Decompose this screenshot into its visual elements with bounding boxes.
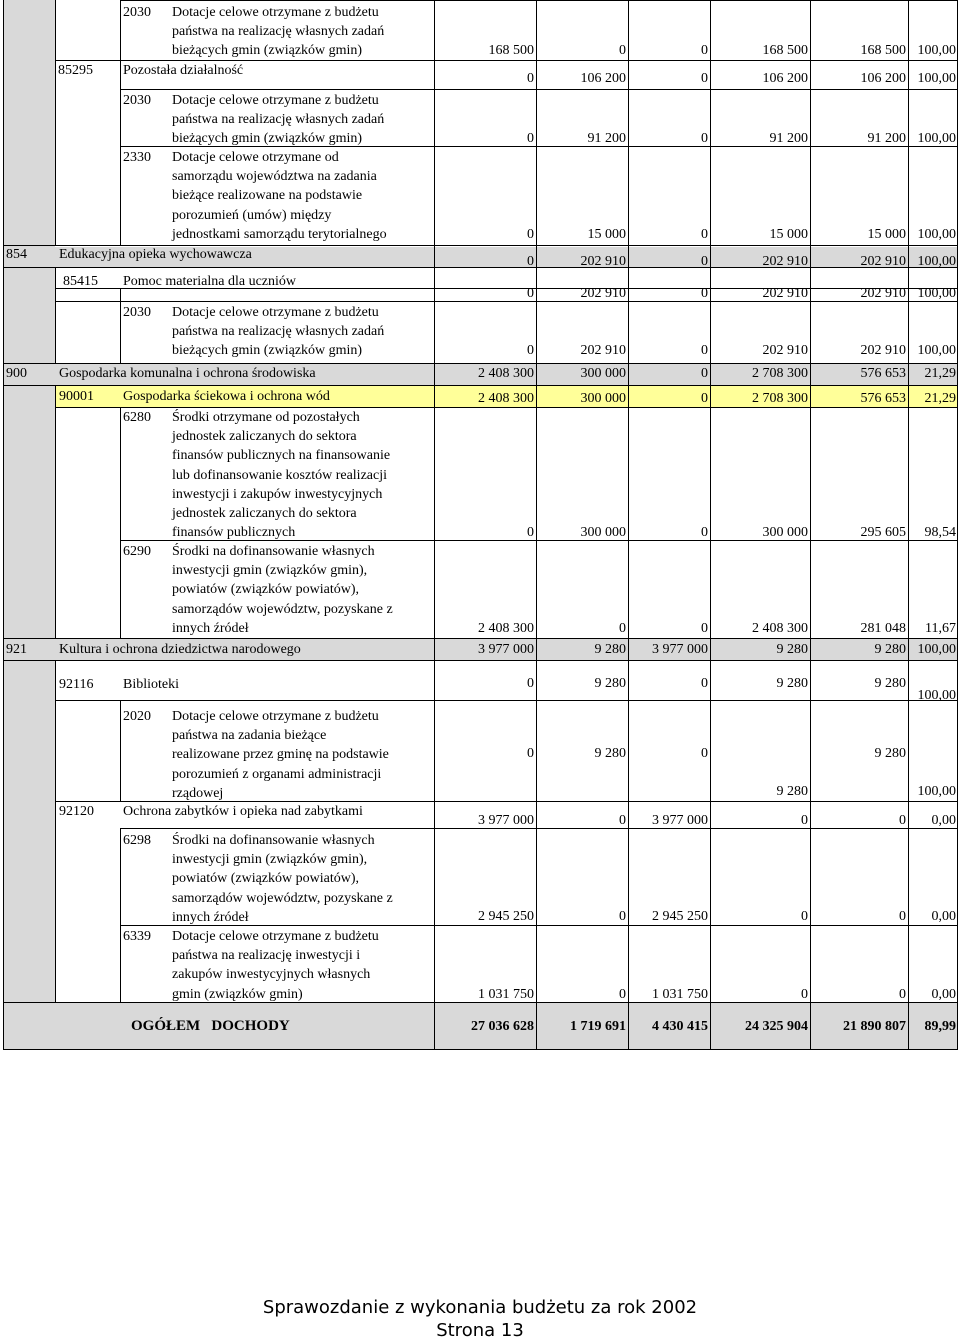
grid-line xyxy=(55,385,56,639)
cell-v1: 0 xyxy=(527,525,534,540)
cell-v3: 0 xyxy=(701,391,708,406)
cell-v3: 0 xyxy=(701,366,708,381)
cell-v4: 0 xyxy=(801,987,808,1002)
row-description-line: bieżące realizowane na podstawie xyxy=(172,188,363,204)
row-code: 2330 xyxy=(123,150,151,165)
cell-v6: 0,00 xyxy=(931,909,956,924)
cell-v1: 0 xyxy=(527,286,534,301)
cell-v6: 100,00 xyxy=(917,131,956,146)
row-description: Pozostała działalność xyxy=(123,63,244,78)
row-description-line: państwa na zadania bieżące xyxy=(172,728,327,744)
footer-page-number: Strona 13 xyxy=(436,1320,524,1341)
cell-v2: 0 xyxy=(619,987,626,1002)
row-description-line: realizowane przez gminę na podstawie xyxy=(172,747,389,763)
grid-line xyxy=(3,0,4,1050)
cell-v6: 100,00 xyxy=(917,784,956,799)
cell-v4: 202 910 xyxy=(762,286,808,301)
grid-line xyxy=(120,0,121,60)
cell-v5: 9 280 xyxy=(874,746,906,761)
total-v5: 21 890 807 xyxy=(843,1019,906,1034)
row-code: 2030 xyxy=(123,5,151,20)
cell-v2: 300 000 xyxy=(580,391,626,406)
cell-v5: 106 200 xyxy=(860,71,906,86)
cell-v2: 91 200 xyxy=(587,131,626,146)
cell-v4: 300 000 xyxy=(762,525,808,540)
cell-v2: 106 200 xyxy=(580,71,626,86)
cell-v1: 3 977 000 xyxy=(478,813,534,828)
row-code: 900 xyxy=(6,366,27,381)
cell-v5: 9 280 xyxy=(874,642,906,657)
cell-v6: 100,00 xyxy=(917,642,956,657)
row-description-line: bieżących gmin (związków gmin) xyxy=(172,131,363,147)
cell-v2: 0 xyxy=(619,909,626,924)
cell-v3: 1 031 750 xyxy=(652,987,708,1002)
row-description: Gospodarka ściekowa i ochrona wód xyxy=(123,389,330,404)
row-description-line: samorządów województw, pozyskane z xyxy=(172,601,393,617)
grid-line xyxy=(55,267,56,364)
cell-v2: 9 280 xyxy=(594,642,626,657)
grid-line xyxy=(120,700,121,802)
cell-v4: 2 708 300 xyxy=(752,366,808,381)
cell-v3: 0 xyxy=(701,676,708,691)
cell-v3: 0 xyxy=(701,343,708,358)
cell-v1: 2 408 300 xyxy=(478,366,534,381)
total-v4: 24 325 904 xyxy=(745,1019,808,1034)
row-description-line: samorządu województwa na zadania xyxy=(172,169,377,185)
row-description-line: powiatów (związków powiatów), xyxy=(172,582,360,598)
row-description-line: bieżących gmin (związków gmin) xyxy=(172,43,363,59)
cell-v4: 0 xyxy=(801,909,808,924)
row-description-line: innych źródeł xyxy=(172,620,249,636)
cell-v4: 202 910 xyxy=(762,254,808,269)
row-description-line: inwestycji gmin (związków gmin), xyxy=(172,852,368,868)
cell-v5: 168 500 xyxy=(860,43,906,58)
cell-v1: 3 977 000 xyxy=(478,642,534,657)
cell-v4: 9 280 xyxy=(776,642,808,657)
cell-v4: 9 280 xyxy=(776,676,808,691)
cell-v5: 202 910 xyxy=(860,286,906,301)
cell-v1: 0 xyxy=(527,227,534,242)
cell-v4: 15 000 xyxy=(769,227,808,242)
total-v6: 89,99 xyxy=(924,1019,956,1034)
row-code: 92120 xyxy=(59,804,94,819)
row-description-line: lub dofinansowanie kosztów realizacji xyxy=(172,467,387,483)
grid-line xyxy=(120,407,121,639)
row-code: 85415 xyxy=(63,274,98,289)
cell-v5: 9 280 xyxy=(874,676,906,691)
row-code: 6298 xyxy=(123,833,151,848)
cell-v2: 9 280 xyxy=(594,676,626,691)
cell-v6: 100,00 xyxy=(917,43,956,58)
row-description-line: Środki na dofinansowanie własnych xyxy=(172,544,375,559)
cell-v1: 0 xyxy=(527,343,534,358)
row-description-line: Środki otrzymane od pozostałych xyxy=(172,410,360,425)
cell-v6: 100,00 xyxy=(917,254,956,269)
grid-line xyxy=(120,828,121,1002)
cell-v3: 3 977 000 xyxy=(652,813,708,828)
cell-v3: 0 xyxy=(701,746,708,761)
cell-v4: 2 708 300 xyxy=(752,391,808,406)
row-description-line: finansów publicznych xyxy=(172,525,296,541)
left-margin-shade xyxy=(3,0,55,247)
row-description-line: powiatów (związków powiatów), xyxy=(172,871,360,887)
grid-line xyxy=(120,0,957,1)
cell-v6: 98,54 xyxy=(924,525,956,540)
cell-v6: 100,00 xyxy=(917,71,956,86)
row-code: 85295 xyxy=(58,63,93,78)
grid-line xyxy=(120,288,121,364)
footer-report-title: Sprawozdanie z wykonania budżetu za rok 2002 xyxy=(262,1297,698,1318)
cell-v3: 0 xyxy=(701,621,708,636)
row-description-line: innych źródeł xyxy=(172,909,249,925)
cell-v2: 300 000 xyxy=(580,366,626,381)
left-margin-shade xyxy=(3,267,55,364)
left-margin-shade xyxy=(3,661,55,1002)
cell-v2: 202 910 xyxy=(580,254,626,269)
total-v2: 1 719 691 xyxy=(570,1019,626,1034)
row-description-line: inwestycji i zakupów inwestycyjnych xyxy=(172,486,383,502)
cell-v5: 576 653 xyxy=(860,366,906,381)
cell-v2: 0 xyxy=(619,813,626,828)
grid-line xyxy=(3,385,957,386)
row-description-line: państwa na realizację własnych zadań xyxy=(172,324,385,340)
cell-v2: 9 280 xyxy=(594,746,626,761)
cell-v1: 0 xyxy=(527,746,534,761)
cell-v3: 0 xyxy=(701,43,708,58)
cell-v4: 2 408 300 xyxy=(752,621,808,636)
total-v3: 4 430 415 xyxy=(652,1019,708,1034)
row-code: 854 xyxy=(6,247,27,262)
row-description-line: finansów publicznych na finansowanie xyxy=(172,448,391,464)
left-margin-shade xyxy=(3,385,55,639)
row-description-line: gmin (związków gmin) xyxy=(172,986,303,1002)
cell-v4: 168 500 xyxy=(762,43,808,58)
cell-v5: 0 xyxy=(899,813,906,828)
grid-line xyxy=(120,60,121,245)
cell-v5: 202 910 xyxy=(860,343,906,358)
cell-v5: 0 xyxy=(899,987,906,1002)
cell-v1: 1 031 750 xyxy=(478,987,534,1002)
row-description: Ochrona zabytków i opieka nad zabytkami xyxy=(123,804,363,819)
cell-v1: 2 408 300 xyxy=(478,391,534,406)
row-code: 2030 xyxy=(123,93,151,108)
row-description-line: państwa na realizację inwestycji i xyxy=(172,948,361,964)
cell-v5: 91 200 xyxy=(867,131,906,146)
cell-v6: 0,00 xyxy=(931,987,956,1002)
grid-line xyxy=(55,0,56,245)
row-description-line: bieżących gmin (związków gmin) xyxy=(172,343,363,359)
row-description: Kultura i ochrona dziedzictwa narodowego xyxy=(59,642,301,657)
cell-v5: 202 910 xyxy=(860,254,906,269)
cell-v6: 100,00 xyxy=(917,343,956,358)
row-description-line: państwa na realizację własnych zadań xyxy=(172,112,385,128)
row-description-line: Dotacje celowe otrzymane od xyxy=(172,150,339,165)
grid-line xyxy=(55,700,957,701)
row-description-line: porozumień z organami administracji xyxy=(172,766,382,782)
cell-v1: 2 408 300 xyxy=(478,621,534,636)
cell-v4: 106 200 xyxy=(762,71,808,86)
row-description-line: Dotacje celowe otrzymane z budżetu xyxy=(172,93,379,108)
cell-v4: 202 910 xyxy=(762,343,808,358)
grid-line xyxy=(120,89,957,90)
grid-line xyxy=(3,660,957,661)
row-description: Gospodarka komunalna i ochrona środowiska xyxy=(59,366,316,381)
row-code: 6290 xyxy=(123,544,151,559)
cell-v3: 0 xyxy=(701,254,708,269)
cell-v6: 100,00 xyxy=(917,688,956,703)
cell-v4: 0 xyxy=(801,813,808,828)
cell-v6: 100,00 xyxy=(917,227,956,242)
row-description-line: jednostkami samorządu terytorialnego xyxy=(172,226,387,242)
row-description: Pomoc materialna dla uczniów xyxy=(123,274,296,289)
row-code: 921 xyxy=(6,642,27,657)
grid-line xyxy=(55,661,56,1002)
row-code: 6339 xyxy=(123,929,151,944)
cell-v5: 295 605 xyxy=(860,525,906,540)
cell-v6: 21,29 xyxy=(924,366,956,381)
cell-v3: 0 xyxy=(701,286,708,301)
cell-v5: 576 653 xyxy=(860,391,906,406)
cell-v4: 9 280 xyxy=(776,784,808,799)
cell-v2: 15 000 xyxy=(587,227,626,242)
row-description-line: Środki na dofinansowanie własnych xyxy=(172,833,375,848)
cell-v6: 21,29 xyxy=(924,391,956,406)
cell-v3: 3 977 000 xyxy=(652,642,708,657)
row-description: Edukacyjna opieka wychowawcza xyxy=(59,247,252,262)
total-label: OGÓŁEM DOCHODY xyxy=(131,1018,290,1034)
cell-v6: 0,00 xyxy=(931,813,956,828)
cell-v1: 0 xyxy=(527,676,534,691)
row-description-line: porozumień (umów) między xyxy=(172,207,332,223)
row-description-line: rządowej xyxy=(172,785,224,801)
grid-line xyxy=(957,0,958,1050)
row-description-line: jednostek zaliczanych do sektora xyxy=(172,506,357,521)
cell-v1: 168 500 xyxy=(488,43,534,58)
row-description-line: Dotacje celowe otrzymane z budżetu xyxy=(172,305,379,320)
row-code: 90001 xyxy=(59,389,94,404)
cell-v2: 202 910 xyxy=(580,286,626,301)
cell-v1: 0 xyxy=(527,254,534,269)
row-description: Biblioteki xyxy=(123,677,179,692)
cell-v5: 281 048 xyxy=(860,621,906,636)
row-code: 92116 xyxy=(59,677,94,692)
cell-v3: 0 xyxy=(701,525,708,540)
cell-v1: 0 xyxy=(527,71,534,86)
row-code: 2030 xyxy=(123,305,151,320)
cell-v2: 0 xyxy=(619,43,626,58)
row-description-line: Dotacje celowe otrzymane z budżetu xyxy=(172,929,379,944)
cell-v5: 0 xyxy=(899,909,906,924)
row-description-line: zakupów inwestycyjnych własnych xyxy=(172,967,371,983)
cell-v6: 100,00 xyxy=(917,286,956,301)
cell-v2: 202 910 xyxy=(580,343,626,358)
cell-v2: 0 xyxy=(619,621,626,636)
row-description-line: Dotacje celowe otrzymane z budżetu xyxy=(172,5,379,20)
cell-v3: 0 xyxy=(701,71,708,86)
row-description-line: samorządów województw, pozyskane z xyxy=(172,890,393,906)
cell-v3: 2 945 250 xyxy=(652,909,708,924)
row-description-line: Dotacje celowe otrzymane z budżetu xyxy=(172,709,379,724)
total-v1: 27 036 628 xyxy=(471,1019,534,1034)
row-description-line: inwestycji gmin (związków gmin), xyxy=(172,563,368,579)
row-code: 2020 xyxy=(123,709,151,724)
cell-v1: 0 xyxy=(527,131,534,146)
cell-v2: 300 000 xyxy=(580,525,626,540)
row-code: 6280 xyxy=(123,410,151,425)
row-description-line: jednostek zaliczanych do sektora xyxy=(172,429,357,445)
cell-v5: 15 000 xyxy=(867,227,906,242)
grid-line xyxy=(3,1049,957,1050)
cell-v3: 0 xyxy=(701,227,708,242)
cell-v6: 11,67 xyxy=(925,621,956,636)
cell-v3: 0 xyxy=(701,131,708,146)
row-description-line: państwa na realizację własnych zadań xyxy=(172,24,385,40)
cell-v1: 2 945 250 xyxy=(478,909,534,924)
cell-v4: 91 200 xyxy=(769,131,808,146)
